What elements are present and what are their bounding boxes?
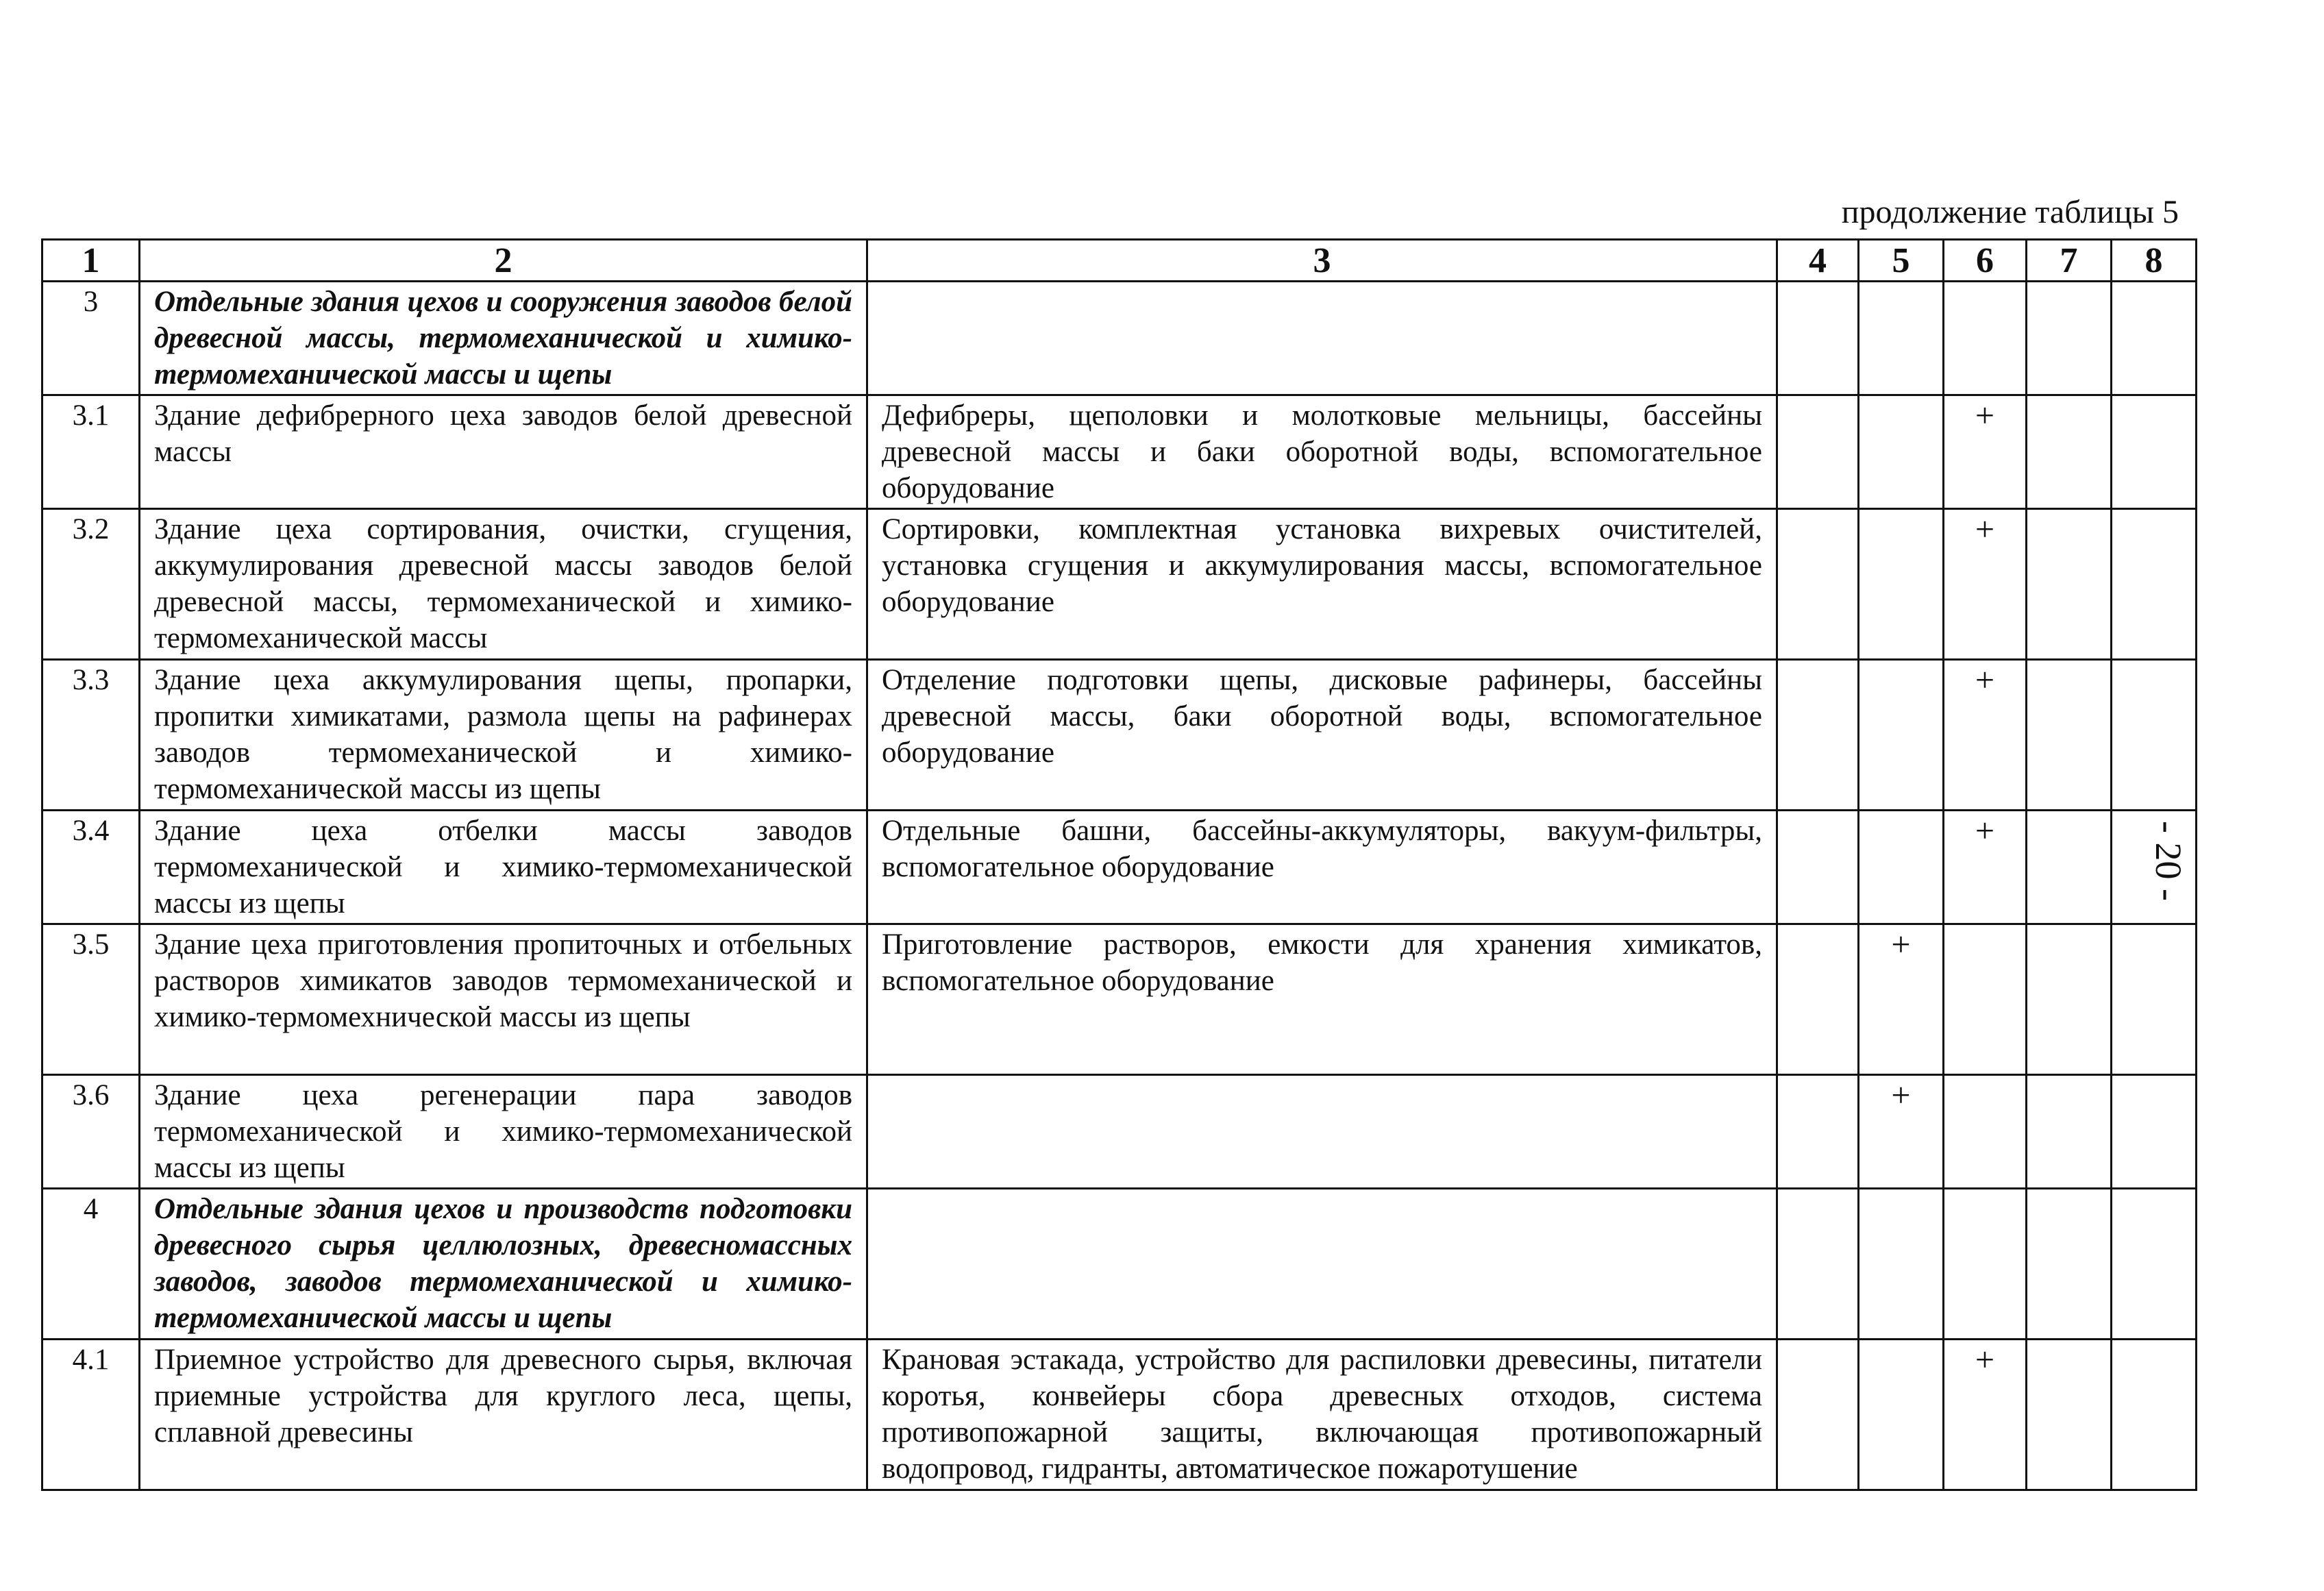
mark-cell-col-8 [2112,1189,2197,1340]
equipment-cell: Приготовление растворов, емкости для хранения химикатов, вспомогательное оборудование [867,924,1777,1075]
mark-cell-col-6: + [1944,811,2027,924]
building-name: Здание цеха отбелки массы заводов термомеханической и химико-термомеханической массы из щепы [140,811,867,924]
mark-cell-col-8 [2112,282,2197,395]
table-row [42,924,2197,1075]
mark-cell-col-7 [2027,1075,2112,1189]
mark-cell-col-4 [1777,924,1859,1075]
section-row [42,1189,2197,1340]
mark-cell-col-4 [1777,282,1859,395]
mark-cell-col-7 [2027,811,2112,924]
mark-cell-col-5: + [1859,924,1944,1075]
column-header: 3 [867,240,1777,282]
row-number: 3.4 [42,811,140,924]
mark-cell-col-8 [2112,1075,2197,1189]
column-header: 2 [140,240,867,282]
mark-cell-col-7 [2027,924,2112,1075]
mark-cell-col-6 [1944,924,2027,1075]
header-row [42,240,2197,282]
mark-cell-col-8 [2112,395,2197,509]
row-number: 3.3 [42,660,140,811]
section-title: Отдельные здания цехов и сооружения заводов белой древесной массы, термомеханической и химико-термомеханической массы и щепы [140,282,867,395]
mark-cell-col-7 [2027,1340,2112,1490]
row-number: 3.2 [42,509,140,660]
mark-cell-col-5 [1859,509,1944,660]
mark-cell-col-4 [1777,1075,1859,1189]
column-header: 4 [1777,240,1859,282]
mark-cell-col-7 [2027,282,2112,395]
table-continuation-caption: продолжение таблицы 5 [1841,194,2179,230]
table-row [42,395,2197,509]
table-row [42,1340,2197,1490]
column-header: 5 [1859,240,1944,282]
mark-cell-col-6 [1944,282,2027,395]
mark-cell-col-8 [2112,811,2197,924]
building-name: Здание цеха аккумулирования щепы, пропарки, пропитки химикатами, размола щепы на рафинерах заводов термомеханической и химико-термомеханической массы из щепы [140,660,867,811]
mark-cell-col-5 [1859,660,1944,811]
mark-cell-col-4 [1777,395,1859,509]
row-number: 3 [42,282,140,395]
mark-cell-col-6: + [1944,660,2027,811]
equipment-cell: Отдельные башни, бассейны-аккумуляторы, вакуум-фильтры, вспомогательное оборудование [867,811,1777,924]
building-name: Здание цеха приготовления пропиточных и отбельных растворов химикатов заводов термомеханической и химико-термомехнической массы из щепы [140,924,867,1075]
mark-cell-col-4 [1777,811,1859,924]
table-row [42,811,2197,924]
row-number: 4.1 [42,1340,140,1490]
column-header: 1 [42,240,140,282]
mark-cell-col-7 [2027,660,2112,811]
equipment-cell: Сортировки, комплектная установка вихревых очистителей, установка сгущения и аккумулирования массы, вспомогательное оборудование [867,509,1777,660]
building-name: Здание цеха сортирования, очистки, сгущения, аккумулирования древесной массы заводов белой древесной массы, термомеханической и химико-термомеханической массы [140,509,867,660]
row-number: 3.1 [42,395,140,509]
equipment-cell: Отделение подготовки щепы, дисковые рафинеры, бассейны древесной массы, баки оборотной воды, вспомогательное оборудование [867,660,1777,811]
equipment-cell [867,1075,1777,1189]
table-row [42,1075,2197,1189]
row-number: 3.6 [42,1075,140,1189]
section-title: Отдельные здания цехов и производств подготовки древесного сырья целлюлозных, древесномассных заводов, заводов термомеханической и химико-термомеханической массы и щепы [140,1189,867,1340]
mark-cell-col-5 [1859,282,1944,395]
mark-cell-col-7 [2027,509,2112,660]
page-number: - 20 - [2148,821,2189,901]
mark-cell-col-5 [1859,395,1944,509]
building-name: Здание дефибрерного цеха заводов белой древесной массы [140,395,867,509]
mark-cell-col-8 [2112,660,2197,811]
equipment-cell: Крановая эстакада, устройство для распиловки древесины, питатели коротья, конвейеры сбора древесных отходов, система противопожарной защиты, включающая противопожарный водопровод, гидранты, автоматическое пожаротушение [867,1340,1777,1490]
mark-cell-col-6 [1944,1075,2027,1189]
mark-cell-col-4 [1777,1189,1859,1340]
mark-cell-col-6: + [1944,509,2027,660]
table-row [42,660,2197,811]
column-header: 8 [2112,240,2197,282]
building-name: Здание цеха регенерации пара заводов термомеханической и химико-термомеханической массы из щепы [140,1075,867,1189]
equipment-cell [867,1189,1777,1340]
mark-cell-col-6: + [1944,1340,2027,1490]
table-row [42,509,2197,660]
mark-cell-col-5 [1859,1189,1944,1340]
mark-cell-col-4 [1777,1340,1859,1490]
mark-cell-col-8 [2112,509,2197,660]
mark-cell-col-6: + [1944,395,2027,509]
mark-cell-col-5: + [1859,1075,1944,1189]
equipment-cell: Дефибреры, щеполовки и молотковые мельницы, бассейны древесной массы и баки оборотной воды, вспомогательное оборудование [867,395,1777,509]
mark-cell-col-8 [2112,924,2197,1075]
row-number: 4 [42,1189,140,1340]
data-table [41,238,2197,1491]
mark-cell-col-5 [1859,1340,1944,1490]
mark-cell-col-7 [2027,395,2112,509]
mark-cell-col-6 [1944,1189,2027,1340]
mark-cell-col-8 [2112,1340,2197,1490]
equipment-cell [867,282,1777,395]
mark-cell-col-4 [1777,509,1859,660]
column-header: 6 [1944,240,2027,282]
mark-cell-col-4 [1777,660,1859,811]
mark-cell-col-7 [2027,1189,2112,1340]
section-row [42,282,2197,395]
column-header: 7 [2027,240,2112,282]
building-name: Приемное устройство для древесного сырья, включая приемные устройства для круглого леса, щепы, сплавной древесины [140,1340,867,1490]
mark-cell-col-5 [1859,811,1944,924]
row-number: 3.5 [42,924,140,1075]
